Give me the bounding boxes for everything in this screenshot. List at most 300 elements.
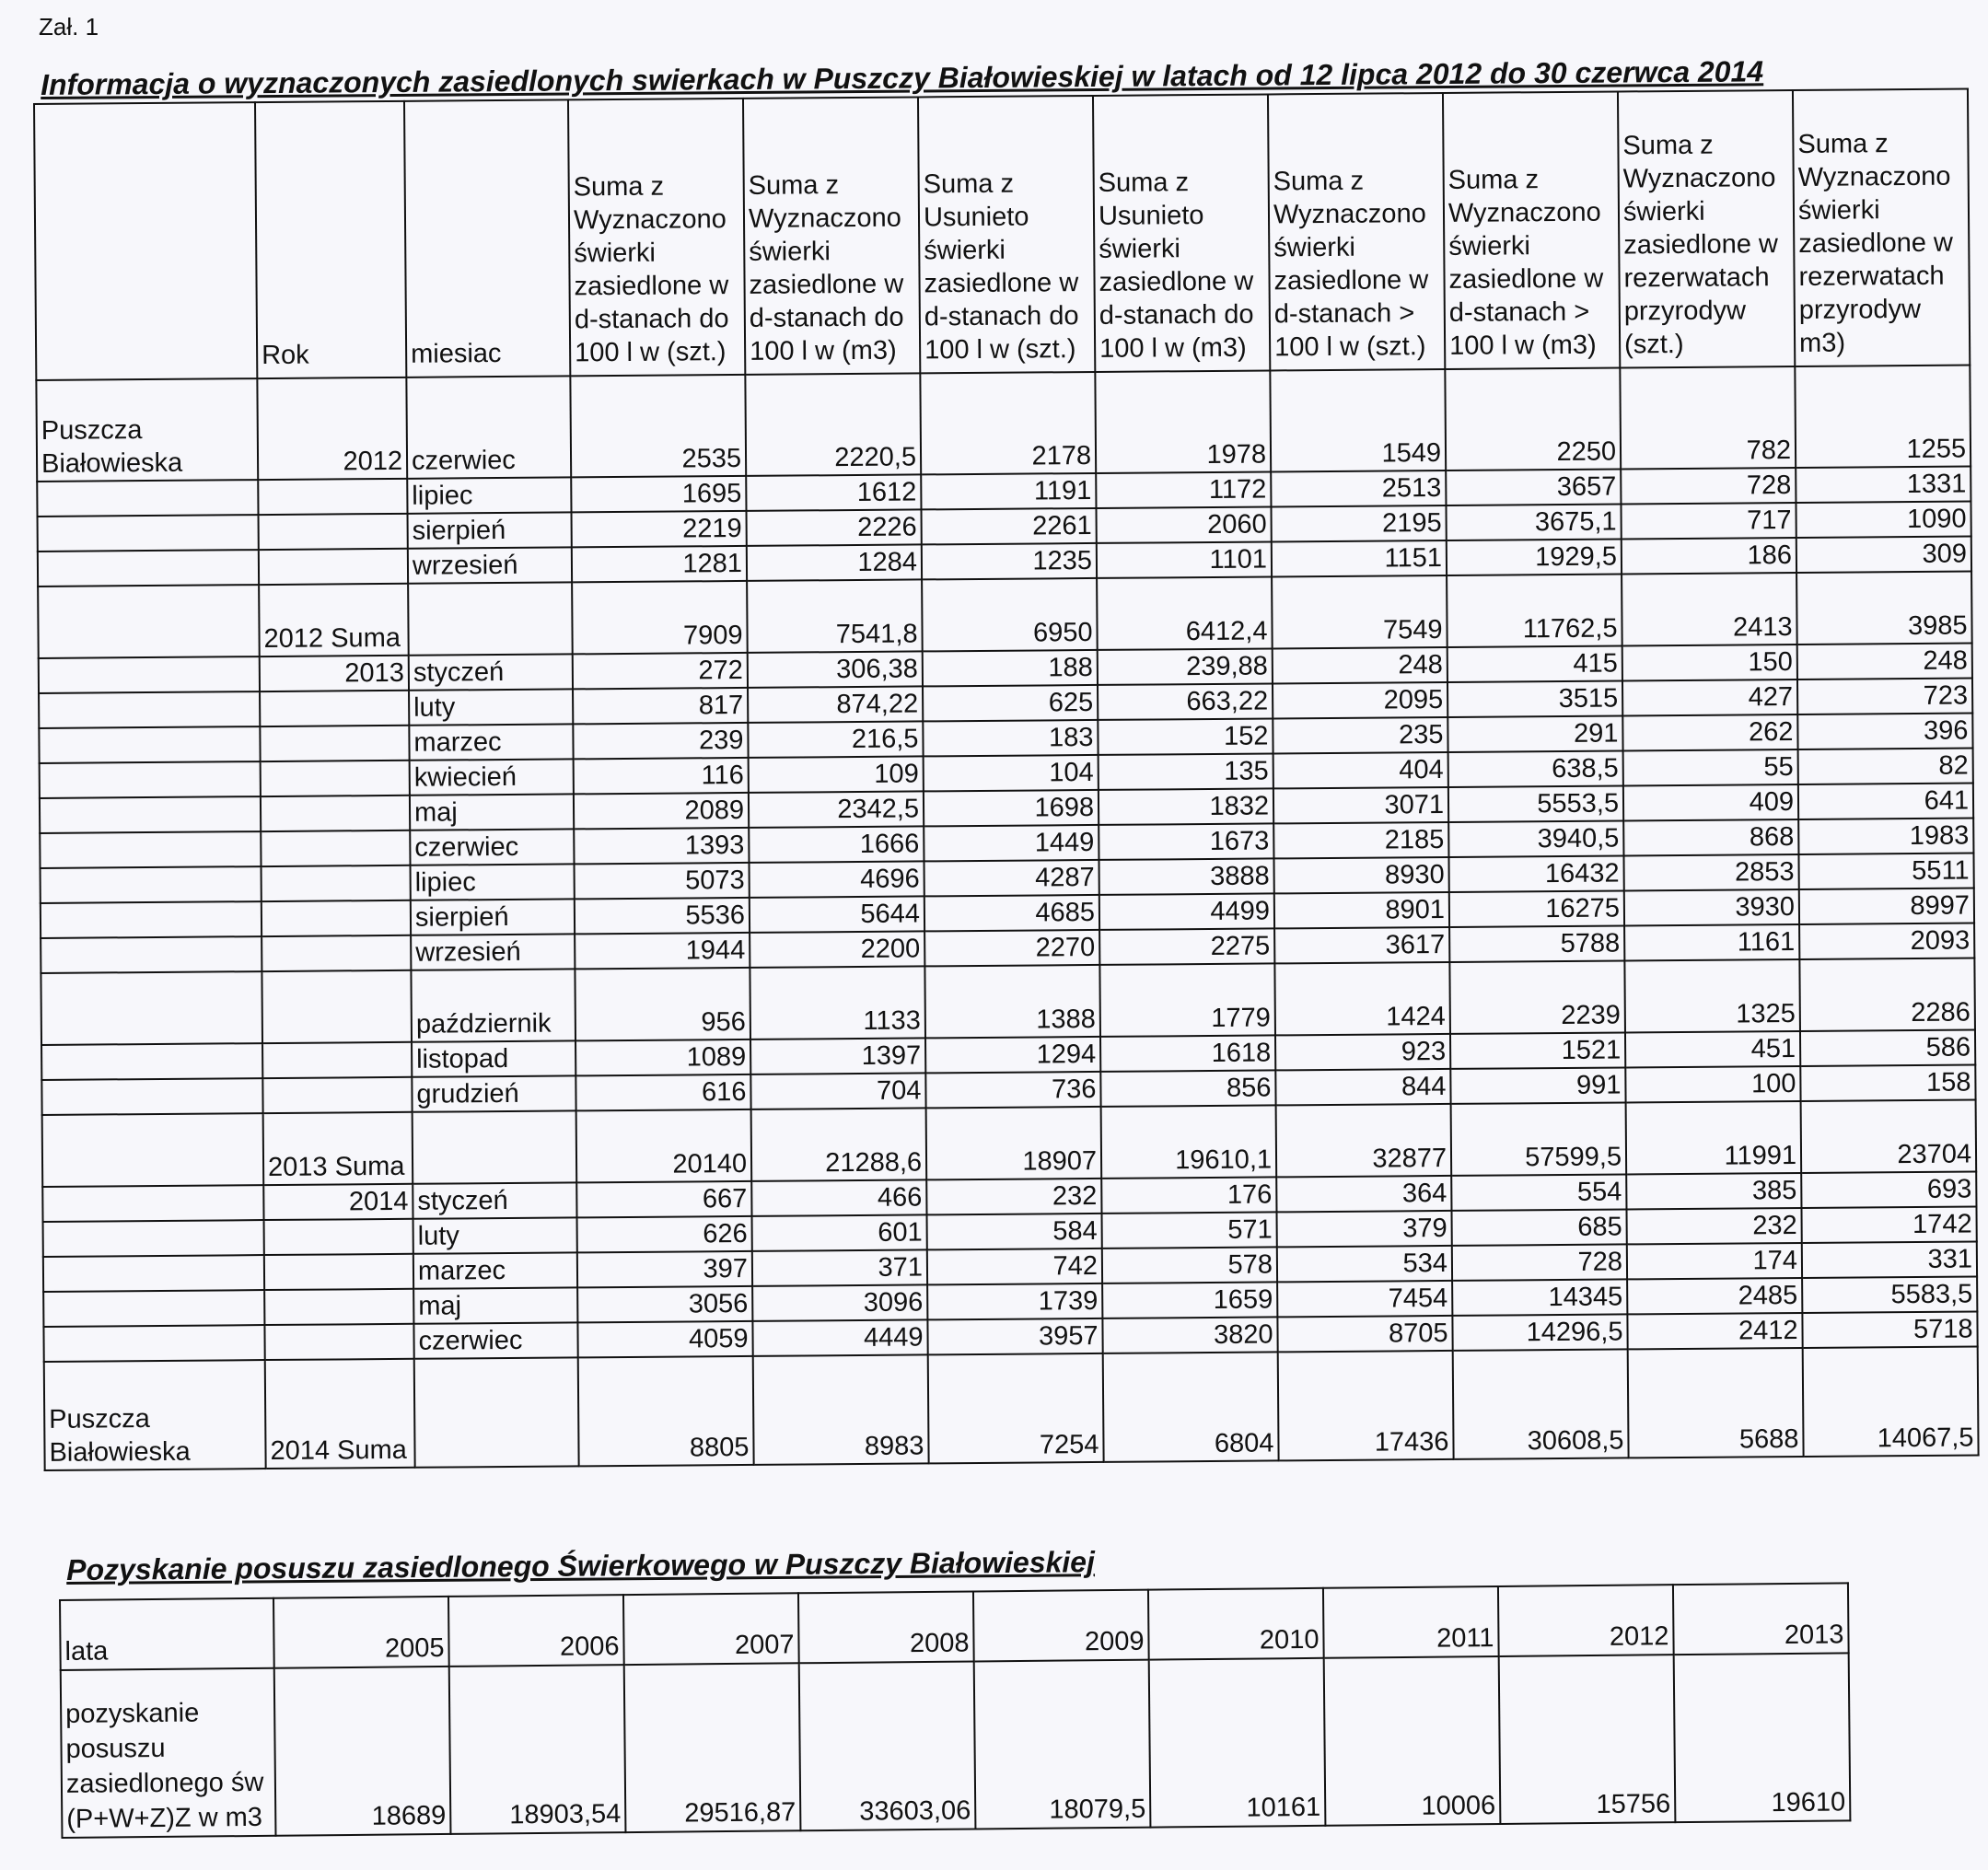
value-cell: 2060 (1096, 506, 1271, 542)
value-cell: 1397 (750, 1038, 925, 1074)
harvest-year-cell: 2005 (273, 1597, 449, 1668)
value-cell: 186 (1622, 538, 1796, 574)
column-header: miesiac (404, 99, 570, 377)
value-cell: 385 (1626, 1173, 1801, 1209)
region-cell (43, 1255, 264, 1292)
value-cell: 4499 (1099, 893, 1274, 929)
value-cell: 7541,8 (747, 579, 923, 652)
column-header: Suma z Wyznaczono świerki zasiedlone w rezerwatach przyrodyw (szt.) (1618, 90, 1795, 367)
value-cell: 2093 (1799, 923, 1974, 958)
value-cell: 1666 (749, 826, 924, 862)
value-cell: 291 (1447, 715, 1622, 751)
value-cell: 2089 (574, 793, 749, 829)
value-cell: 844 (1275, 1069, 1450, 1105)
value-cell: 1832 (1099, 788, 1273, 824)
value-cell: 11991 (1626, 1101, 1802, 1174)
value-cell: 868 (1623, 819, 1798, 855)
value-cell: 8983 (753, 1354, 929, 1464)
value-cell: 232 (926, 1179, 1101, 1214)
value-cell: 1284 (747, 544, 922, 580)
year-cell (259, 514, 408, 550)
table-row (36, 365, 1971, 481)
value-cell: 641 (1798, 783, 1973, 819)
value-cell: 1929,5 (1447, 539, 1622, 575)
region-cell (41, 1078, 262, 1115)
value-cell: 1388 (924, 965, 1100, 1038)
value-cell: 923 (1275, 1034, 1450, 1070)
year-cell (264, 1324, 413, 1360)
value-cell: 723 (1797, 678, 1972, 714)
harvest-value-cell: 15756 (1499, 1655, 1676, 1824)
value-cell: 625 (923, 685, 1098, 721)
value-cell: 1090 (1796, 501, 1971, 537)
value-cell: 2261 (921, 508, 1096, 544)
year-cell: 2014 (263, 1184, 413, 1220)
month-cell: kwiecień (410, 759, 574, 795)
value-cell: 1191 (921, 473, 1096, 509)
value-cell: 2178 (920, 372, 1096, 474)
value-cell: 11762,5 (1447, 574, 1622, 646)
value-cell: 232 (1626, 1208, 1801, 1244)
value-cell: 16275 (1449, 890, 1624, 926)
year-cell: 2013 Suma (263, 1112, 413, 1185)
value-cell: 7254 (928, 1353, 1104, 1463)
column-header: Suma z Wyznaczono świerki zasiedlone w d-stanach do 100 l w (m3) (743, 97, 920, 374)
month-cell: marzec (409, 724, 573, 760)
harvest-value-cell: 33603,06 (799, 1661, 976, 1830)
value-cell: 2095 (1273, 682, 1447, 718)
value-cell: 1742 (1801, 1206, 1976, 1242)
value-cell: 663,22 (1098, 683, 1273, 719)
value-cell: 397 (577, 1251, 752, 1287)
month-cell (408, 582, 573, 655)
year-cell: 2013 (260, 656, 409, 691)
value-cell: 2413 (1622, 573, 1797, 645)
value-cell: 4449 (752, 1319, 927, 1355)
year-cell (264, 1289, 413, 1325)
value-cell: 1549 (1270, 369, 1446, 471)
value-cell: 3675,1 (1446, 504, 1621, 540)
month-cell: luty (409, 689, 573, 725)
value-cell: 956 (575, 968, 750, 1040)
main-table (33, 87, 1980, 1470)
value-cell: 1449 (924, 825, 1099, 861)
value-cell: 100 (1625, 1066, 1800, 1102)
value-cell: 262 (1622, 714, 1797, 750)
column-header: Suma z Usunieto świerki zasiedlone w d-stanach do 100 l w (m3) (1093, 94, 1270, 371)
value-cell: 4059 (577, 1321, 752, 1357)
value-cell: 466 (751, 1179, 926, 1215)
month-cell: wrzesień (408, 547, 572, 583)
region-cell (39, 656, 260, 693)
value-cell: 1235 (922, 543, 1097, 579)
value-cell: 235 (1273, 717, 1447, 753)
value-cell: 18907 (926, 1107, 1102, 1179)
value-cell: 2220,5 (745, 373, 921, 475)
value-cell: 1161 (1624, 924, 1799, 960)
harvest-year-cell: 2010 (1148, 1588, 1324, 1660)
value-cell: 104 (924, 755, 1099, 791)
year-cell: 2012 Suma (259, 584, 409, 656)
value-cell: 6950 (922, 578, 1098, 651)
value-cell: 32877 (1276, 1104, 1452, 1177)
value-cell: 584 (927, 1214, 1102, 1249)
year-cell: 2012 (257, 377, 407, 480)
value-cell: 728 (1452, 1244, 1627, 1280)
value-cell: 20140 (576, 1109, 752, 1182)
value-cell: 2535 (570, 375, 746, 477)
year-cell (264, 1254, 413, 1290)
value-cell: 638,5 (1448, 750, 1623, 786)
region-cell (40, 761, 261, 798)
harvest-row-label: pozyskanie posuszu zasiedlonego św (P+W+Z)Z w m3 (61, 1668, 276, 1838)
region-cell (43, 1220, 264, 1257)
region-cell (38, 550, 259, 587)
value-cell: 1521 (1450, 1032, 1625, 1068)
month-cell (413, 1110, 577, 1183)
month-cell: czerwiec (406, 376, 571, 478)
harvest-year-cell: 2012 (1498, 1585, 1674, 1656)
value-cell: 3096 (752, 1284, 927, 1320)
value-cell: 5511 (1798, 853, 1973, 889)
value-cell: 116 (574, 758, 749, 794)
value-cell: 379 (1277, 1211, 1452, 1247)
year-cell (262, 1042, 412, 1078)
value-cell: 586 (1800, 1029, 1975, 1065)
value-cell: 5553,5 (1448, 785, 1623, 821)
value-cell: 4287 (924, 860, 1099, 896)
value-cell: 534 (1277, 1246, 1452, 1282)
harvest-year-cell: 2009 (973, 1590, 1149, 1662)
harvest-table-container (59, 1582, 1851, 1839)
value-cell: 5644 (750, 896, 924, 932)
value-cell: 616 (575, 1074, 750, 1110)
value-cell: 1294 (925, 1037, 1100, 1073)
value-cell: 2485 (1627, 1278, 1802, 1314)
value-cell: 7549 (1272, 575, 1447, 648)
value-cell: 874,22 (748, 686, 923, 722)
region-cell (39, 691, 260, 728)
value-cell: 364 (1276, 1176, 1451, 1212)
harvest-table-title: Pozyskanie posuszu zasiedlonego Świerkowego w Puszczy Białowieskiej (66, 1545, 1096, 1586)
value-cell: 1393 (574, 828, 749, 864)
value-cell: 3617 (1274, 927, 1449, 963)
value-cell: 2200 (750, 931, 924, 967)
value-cell: 30608,5 (1453, 1349, 1629, 1458)
value-cell: 135 (1099, 753, 1273, 789)
value-cell: 2853 (1623, 854, 1798, 890)
value-cell: 3957 (927, 1318, 1102, 1354)
harvest-value-cell: 18903,54 (449, 1665, 626, 1834)
value-cell: 2195 (1271, 505, 1446, 541)
value-cell: 176 (1101, 1177, 1276, 1213)
region-cell (38, 585, 260, 658)
value-cell: 16432 (1448, 855, 1623, 891)
year-cell (262, 1077, 412, 1113)
value-cell: 1331 (1796, 466, 1971, 502)
harvest-value-cell: 18689 (274, 1667, 451, 1836)
year-cell (264, 1219, 413, 1255)
value-cell: 554 (1451, 1174, 1626, 1210)
value-cell: 415 (1447, 645, 1622, 681)
value-cell: 371 (752, 1249, 927, 1285)
month-cell: maj (413, 1287, 577, 1323)
harvest-table (59, 1582, 1851, 1839)
value-cell: 1133 (750, 966, 925, 1039)
value-cell: 158 (1800, 1064, 1975, 1100)
value-cell: 174 (1627, 1243, 1802, 1279)
year-cell (262, 935, 411, 971)
value-cell: 4696 (750, 861, 924, 897)
value-cell: 1983 (1798, 818, 1973, 854)
harvest-value-cell: 19610 (1674, 1653, 1851, 1822)
value-cell: 7454 (1277, 1281, 1452, 1317)
value-cell: 409 (1623, 784, 1798, 820)
value-cell: 2270 (924, 930, 1099, 966)
value-cell: 856 (1100, 1070, 1275, 1106)
month-cell: czerwiec (413, 1322, 577, 1358)
value-cell: 7909 (572, 581, 748, 654)
value-cell: 2219 (572, 511, 747, 547)
value-cell: 55 (1623, 749, 1798, 785)
harvest-year-cell: 2011 (1323, 1586, 1499, 1658)
month-cell: sierpień (411, 899, 575, 935)
value-cell: 8997 (1799, 888, 1974, 923)
value-cell: 82 (1798, 748, 1973, 784)
value-cell: 6804 (1103, 1352, 1279, 1461)
value-cell: 4685 (924, 895, 1099, 931)
value-cell: 188 (923, 650, 1098, 686)
main-table-container (33, 87, 1980, 1470)
value-cell: 2275 (1099, 928, 1274, 964)
value-cell: 1779 (1099, 963, 1275, 1036)
year-cell (259, 549, 408, 585)
value-cell: 1151 (1272, 540, 1447, 576)
month-cell: sierpień (408, 512, 572, 548)
summary-row (44, 1346, 1979, 1469)
region-cell: Puszcza Białowieska (36, 378, 258, 482)
harvest-value-cell: 29516,87 (624, 1663, 801, 1832)
value-cell: 5583,5 (1802, 1276, 1977, 1312)
value-cell: 5073 (575, 863, 750, 899)
month-cell: luty (413, 1217, 577, 1253)
region-cell (41, 971, 262, 1045)
column-header: Suma z Wyznaczono świerki zasiedlone w d-stanach > 100 l w (szt.) (1268, 93, 1445, 370)
value-cell: 1739 (927, 1283, 1102, 1319)
harvest-value-cell: 10161 (1149, 1658, 1326, 1828)
region-cell (37, 480, 258, 517)
column-header (34, 102, 257, 380)
harvest-year-cell: 2006 (448, 1595, 624, 1667)
value-cell: 1255 (1795, 365, 1971, 467)
month-cell: maj (410, 794, 574, 830)
main-table-header-row (34, 88, 1970, 379)
region-cell (38, 515, 259, 552)
value-cell: 239,88 (1098, 648, 1273, 684)
value-cell: 1172 (1096, 471, 1271, 507)
value-cell: 8805 (578, 1356, 754, 1466)
region-cell (41, 936, 262, 973)
region-cell: Puszcza Białowieska (44, 1360, 266, 1470)
year-cell (261, 796, 410, 831)
region-cell (41, 1043, 262, 1080)
value-cell: 1325 (1624, 959, 1800, 1032)
region-cell (43, 1290, 264, 1327)
year-cell (262, 970, 412, 1043)
value-cell: 5536 (575, 898, 750, 934)
value-cell: 19610,1 (1101, 1105, 1277, 1178)
value-cell: 1101 (1097, 541, 1272, 577)
value-cell: 728 (1621, 468, 1796, 504)
year-cell (258, 479, 407, 515)
annex-label: Zał. 1 (39, 13, 99, 41)
value-cell: 601 (752, 1214, 927, 1250)
value-cell: 216,5 (748, 721, 923, 757)
month-cell: czerwiec (410, 829, 574, 865)
value-cell: 704 (750, 1073, 925, 1109)
value-cell: 8901 (1274, 892, 1449, 928)
value-cell: 626 (577, 1216, 752, 1252)
value-cell: 14345 (1452, 1279, 1627, 1315)
value-cell: 451 (1625, 1031, 1800, 1067)
value-cell: 427 (1622, 679, 1797, 715)
value-cell: 8705 (1277, 1316, 1452, 1352)
region-cell (43, 1325, 264, 1362)
value-cell: 109 (749, 756, 924, 792)
main-table-title: Informacja o wyznaczonych zasiedlonych swierkach w Puszczy Białowieskiej w latach od 12 lipca 2012 do 30 czerwca 2014 (41, 54, 1764, 101)
column-header: Suma z Wyznaczono świerki zasiedlone w d-stanach do 100 l w (szt.) (568, 99, 745, 376)
value-cell: 6412,4 (1097, 576, 1273, 649)
value-cell: 717 (1621, 503, 1796, 539)
value-cell: 1695 (571, 476, 746, 512)
value-cell: 57599,5 (1451, 1102, 1627, 1175)
value-cell: 3985 (1796, 571, 1972, 644)
harvest-values-row (61, 1653, 1851, 1838)
value-cell: 3515 (1447, 680, 1622, 716)
value-cell: 17436 (1278, 1351, 1454, 1460)
value-cell: 1673 (1099, 823, 1273, 859)
value-cell: 404 (1273, 752, 1448, 788)
value-cell: 14296,5 (1452, 1314, 1627, 1350)
year-cell (261, 761, 410, 796)
value-cell: 5688 (1628, 1348, 1804, 1458)
region-cell (41, 901, 262, 938)
harvest-year-cell: 2013 (1673, 1583, 1849, 1655)
value-cell: 2239 (1449, 960, 1625, 1033)
value-cell: 3056 (577, 1286, 752, 1322)
value-cell: 2226 (747, 509, 922, 545)
region-cell (42, 1113, 264, 1187)
column-header: Suma z Wyznaczono świerki zasiedlone w d-stanach > 100 l w (m3) (1443, 91, 1620, 368)
harvest-header-label: lata (60, 1598, 274, 1670)
month-cell: listopad (412, 1040, 575, 1076)
region-cell (40, 796, 261, 833)
value-cell: 239 (573, 723, 748, 759)
value-cell: 3930 (1624, 889, 1799, 925)
region-cell (40, 831, 261, 868)
value-cell: 3071 (1273, 787, 1448, 823)
value-cell: 23704 (1801, 1099, 1977, 1172)
value-cell: 183 (923, 720, 1098, 756)
value-cell: 248 (1797, 643, 1972, 679)
value-cell: 1612 (746, 474, 921, 510)
value-cell: 571 (1102, 1212, 1277, 1248)
value-cell: 2286 (1799, 958, 1975, 1030)
month-cell: lipiec (411, 864, 575, 900)
column-header: Suma z Usunieto świerki zasiedlone w d-stanach do 100 l w (szt.) (918, 96, 1095, 373)
value-cell: 3657 (1446, 469, 1621, 505)
value-cell: 21288,6 (751, 1108, 927, 1180)
value-cell: 2185 (1273, 822, 1448, 858)
month-cell: lipiec (407, 477, 571, 513)
value-cell: 5718 (1802, 1311, 1977, 1347)
value-cell: 5788 (1449, 925, 1624, 961)
month-cell: październik (411, 969, 575, 1041)
region-cell (39, 726, 260, 763)
value-cell: 396 (1797, 713, 1972, 749)
value-cell: 782 (1620, 366, 1796, 469)
value-cell: 331 (1802, 1241, 1977, 1277)
value-cell: 2513 (1271, 470, 1446, 506)
value-cell: 309 (1796, 536, 1971, 572)
year-cell: 2014 Suma (265, 1359, 415, 1469)
value-cell: 685 (1451, 1209, 1626, 1245)
value-cell: 1424 (1274, 962, 1450, 1035)
value-cell: 2412 (1627, 1313, 1802, 1349)
year-cell (262, 900, 411, 936)
harvest-year-cell: 2007 (623, 1593, 799, 1665)
value-cell: 150 (1622, 645, 1797, 680)
month-cell: marzec (413, 1252, 577, 1288)
value-cell: 2250 (1445, 367, 1621, 470)
value-cell: 248 (1273, 647, 1447, 683)
value-cell: 1281 (572, 546, 747, 582)
year-cell (262, 865, 411, 901)
month-cell (414, 1357, 579, 1467)
value-cell: 736 (925, 1072, 1100, 1108)
month-cell: styczeń (413, 1182, 576, 1218)
value-cell: 3888 (1099, 858, 1273, 894)
value-cell: 991 (1450, 1067, 1625, 1103)
value-cell: 742 (927, 1249, 1102, 1284)
value-cell: 2342,5 (749, 791, 924, 827)
value-cell: 1659 (1102, 1282, 1277, 1318)
value-cell: 272 (573, 653, 748, 689)
value-cell: 1618 (1100, 1035, 1275, 1071)
value-cell: 578 (1102, 1247, 1277, 1283)
column-header: Suma z Wyznaczono świerki zasiedlone w rezerwatach przyrodyw m3) (1793, 88, 1970, 366)
harvest-value-cell: 18079,5 (974, 1660, 1151, 1829)
month-cell: grudzień (412, 1075, 575, 1111)
year-cell (261, 830, 410, 866)
column-header: Rok (255, 101, 406, 378)
value-cell: 152 (1098, 718, 1273, 754)
harvest-year-cell: 2008 (798, 1591, 974, 1663)
value-cell: 8930 (1273, 857, 1448, 893)
value-cell: 693 (1801, 1171, 1976, 1207)
year-cell (260, 691, 409, 726)
value-cell: 1089 (575, 1040, 750, 1075)
region-cell (41, 866, 262, 903)
value-cell: 306,38 (748, 651, 923, 687)
value-cell: 1978 (1095, 370, 1271, 472)
value-cell: 1944 (575, 933, 750, 969)
value-cell: 667 (576, 1181, 751, 1217)
value-cell: 3820 (1102, 1317, 1277, 1353)
month-cell: wrzesień (411, 934, 575, 970)
value-cell: 3940,5 (1448, 820, 1623, 856)
harvest-value-cell: 10006 (1324, 1656, 1501, 1826)
